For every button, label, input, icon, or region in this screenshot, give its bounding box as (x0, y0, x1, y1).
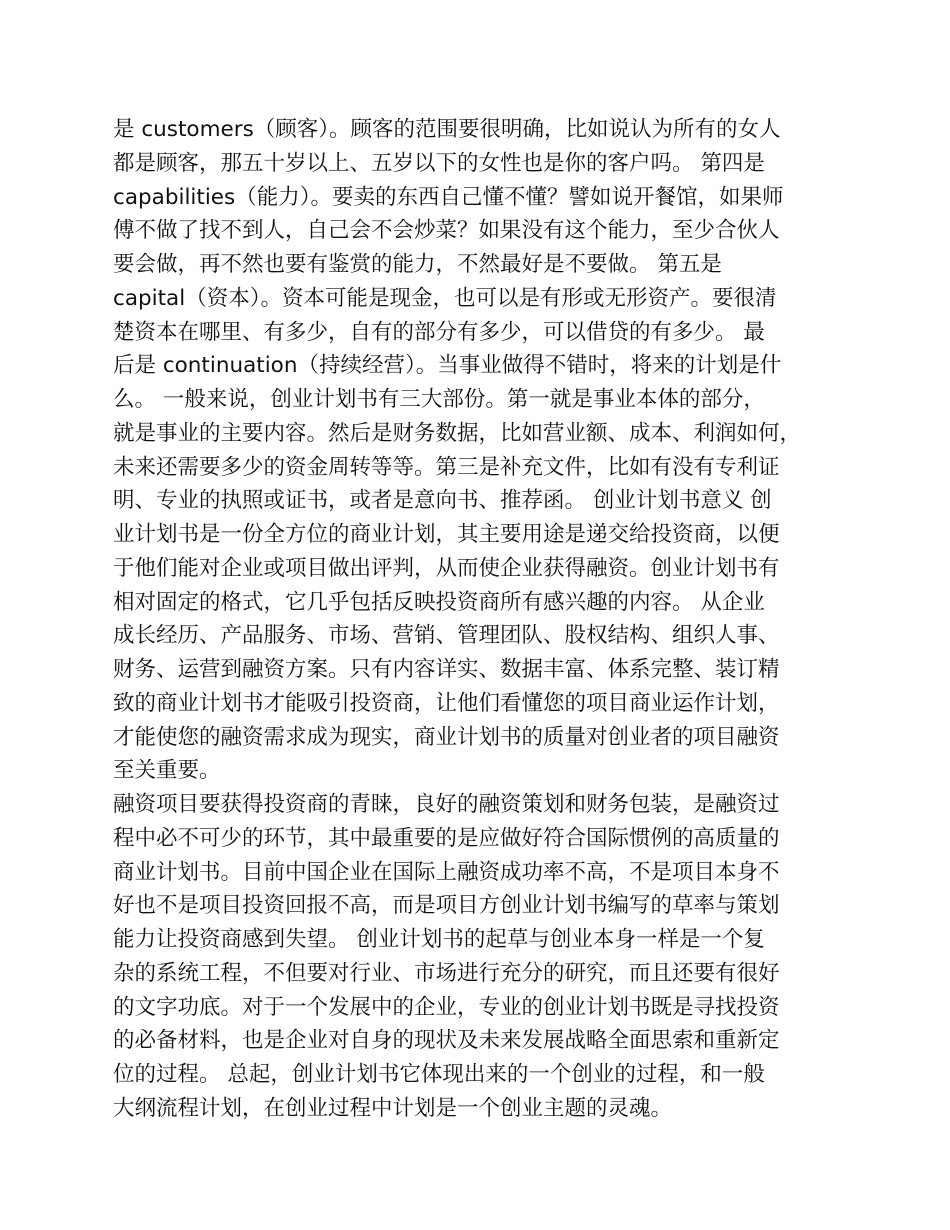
text-line: 相对固定的格式，它几乎包括反映投资商所有感兴趣的内容。 从企业 (113, 589, 765, 615)
text-line: 未来还需要多少的资金周转等等。第三是补充文件，比如有没有专利证 (113, 454, 780, 480)
text-line: 致的商业计划书才能吸引投资商，让他们看懂您的项目商业运作计划， (113, 690, 780, 716)
text-line: 楚资本在哪里、有多少，自有的部分有多少，可以借贷的有多少。 最 (113, 319, 765, 345)
text-line: 成长经历、产品服务、市场、营销、管理团队、股权结构、组织人事、 (113, 623, 780, 649)
text-line: 才能使您的融资需求成为现实，商业计划书的质量对创业者的项目融资 (113, 724, 780, 750)
text-line: 傅不做了找不到人，自己会不会炒菜？如果没有这个能力，至少合伙人 (113, 218, 780, 244)
text-line: 财务、运营到融资方案。只有内容详实、数据丰富、体系完整、装订精 (113, 657, 780, 682)
text-line: 位的过程。 总起，创业计划书它体现出来的一个创业的过程，和一般 (113, 1062, 765, 1087)
text-line: 业计划书是一份全方位的商业计划，其主要用途是递交给投资商，以便 (113, 522, 780, 547)
text-line: 好也不是项目投资回报不高，而是项目方创业计划书编写的草率与策划 (113, 893, 780, 919)
text-line: 的文字功底。对于一个发展中的企业，专业的创业计划书既是寻找投资 (113, 994, 780, 1020)
text-line: 明、专业的执照或证书，或者是意向书、推荐函。 创业计划书意义 创 (113, 488, 772, 514)
text-line: capabilities（能力）。要卖的东西自己懂不懂？譬如说开餐馆，如果师 (113, 184, 784, 210)
text-line: 是 customers（顾客）。顾客的范围要很明确，比如说认为所有的女人 (113, 117, 781, 142)
text-line: capital（资本）。资本可能是现金，也可以是有形或无形资产。要很清 (113, 285, 777, 311)
text-line: 的必备材料，也是企业对自身的现状及未来发展战略全面思索和重新定 (113, 1028, 780, 1054)
text-line: 程中必不可少的环节，其中最重要的是应做好符合国际惯例的高质量的 (113, 825, 780, 851)
text-line: 都是顾客，那五十岁以上、五岁以下的女性也是你的客户吗。 第四是 (113, 150, 765, 176)
text-line: 大纲流程计划，在创业过程中计划是一个创业主题的灵魂。 (113, 1095, 673, 1121)
text-line: 后是 continuation（持续经营）。当事业做得不错时，将来的计划是什 (113, 353, 782, 379)
text-line: 就是事业的主要内容。然后是财务数据，比如营业额、成本、利润如何， (113, 420, 802, 446)
body-text (113, 113, 848, 1126)
text-line: 至关重要。 (113, 758, 221, 784)
text-line: 于他们能对企业或项目做出评判，从而使企业获得融资。创业计划书有 (113, 555, 780, 581)
text-line: 要会做，再不然也要有鉴赏的能力，不然最好是不要做。 第五是 (113, 252, 722, 277)
text-line: 杂的系统工程，不但要对行业、市场进行充分的研究，而且还要有很好 (113, 960, 780, 986)
text-line: 么。 一般来说，创业计划书有三大部份。第一就是事业本体的部分， (113, 387, 765, 412)
text-line: 商业计划书。目前中国企业在国际上融资成功率不高，不是项目本身不 (113, 859, 780, 885)
text-line: 能力让投资商感到失望。 创业计划书的起草与创业本身一样是一个复 (113, 927, 765, 952)
text-line: 融资项目要获得投资商的青睐，良好的融资策划和财务包装，是融资过 (113, 792, 780, 817)
